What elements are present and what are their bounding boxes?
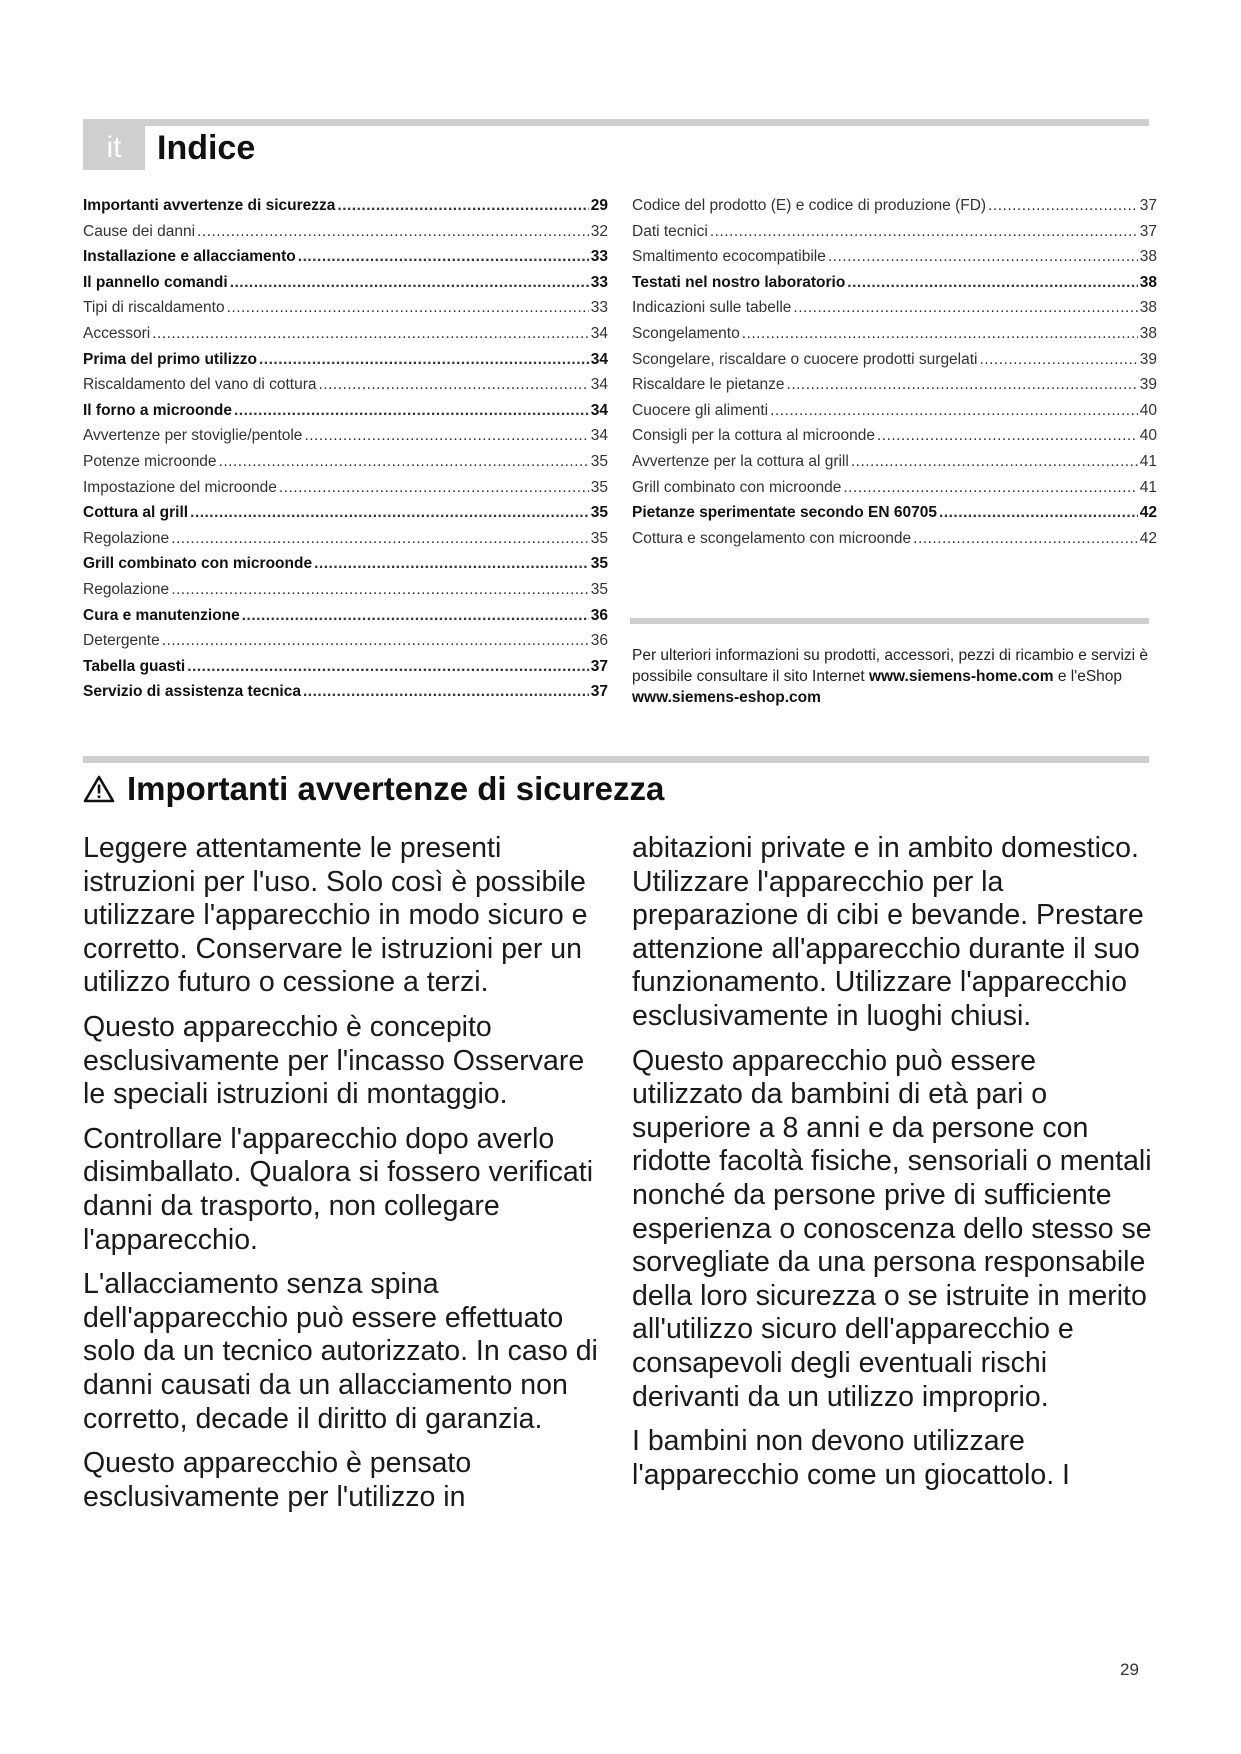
toc-entry-page: 34	[590, 427, 608, 445]
toc-leader-dots	[259, 351, 589, 369]
toc-entry-page: 34	[590, 401, 608, 419]
toc-entry[interactable]	[632, 530, 1157, 556]
toc-entry-page: 33	[590, 273, 608, 291]
toc-leader-dots	[234, 402, 589, 420]
toc-leader-dots	[851, 453, 1138, 471]
toc-entry[interactable]	[83, 248, 608, 274]
toc-entry-title: Testati nel nostro laboratorio	[632, 273, 846, 291]
toc-entry[interactable]	[83, 658, 608, 684]
toc-leader-dots	[303, 683, 589, 701]
toc-leader-dots	[742, 325, 1138, 343]
toc-entry-title: Tipi di riscaldamento	[83, 299, 225, 317]
toc-entry[interactable]	[632, 325, 1157, 351]
toc-entry-title: Smaltimento ecocompatibile	[632, 248, 826, 266]
toc-entry-title: Riscaldare le pietanze	[632, 376, 785, 394]
toc-entry[interactable]	[83, 299, 608, 325]
toc-entry-page: 41	[1139, 452, 1157, 470]
toc-leader-dots	[152, 325, 589, 343]
toc-entry-page: 35	[590, 478, 608, 496]
toc-leader-dots	[190, 504, 589, 522]
info-text: Per ulteriori informazioni su prodotti, accessori, pezzi di ricambio e servizi è possibile consultare il sito Internet	[632, 647, 1149, 685]
toc-entry[interactable]	[632, 299, 1157, 325]
toc-entry-page: 33	[590, 248, 608, 266]
toc-entry-title: Indicazioni sulle tabelle	[632, 299, 792, 317]
toc-entry[interactable]	[632, 197, 1157, 223]
safety-paragraph: Questo apparecchio può essere utilizzato da bambini di età pari o superiore a 8 anni e da persone con ridotte facoltà fisiche, sensoriali o mentali nonché da persone prive di sufficiente esperienza o conoscenza dello stesso se sorvegliate da una persona responsabile della loro sicurezza o se istruite in merito all'utilizzo sicuro dell'apparecchio e consapevoli degli eventuali rischi derivanti da un utilizzo improprio.	[632, 1044, 1152, 1413]
toc-left-column	[83, 197, 608, 709]
toc-leader-dots	[793, 299, 1137, 317]
toc-entry[interactable]	[83, 479, 608, 505]
toc-leader-dots	[187, 658, 589, 676]
toc-entry-title: Detergente	[83, 632, 160, 650]
toc-leader-dots	[939, 504, 1138, 522]
toc-entry-page: 38	[1139, 248, 1157, 266]
toc-entry-page: 40	[1139, 427, 1157, 445]
toc-right-column	[632, 197, 1157, 555]
toc-entry[interactable]	[83, 607, 608, 633]
toc-leader-dots	[913, 530, 1138, 548]
info-divider	[630, 618, 1149, 624]
siemens-eshop-link[interactable]: www.siemens-eshop.com	[632, 689, 821, 706]
toc-entry-title: Cottura al grill	[83, 504, 189, 522]
safety-paragraph: Questo apparecchio è pensato esclusivamente per l'utilizzo in	[83, 1447, 472, 1513]
toc-entry-page: 32	[590, 222, 608, 240]
toc-entry-page: 37	[1139, 222, 1157, 240]
toc-entry-title: Cottura e scongelamento con microonde	[632, 529, 912, 547]
toc-entry-title: Scongelamento	[632, 324, 740, 342]
toc-entry-title: Dati tecnici	[632, 222, 708, 240]
index-header	[83, 126, 255, 170]
toc-entry-title: Cura e manutenzione	[83, 606, 240, 624]
toc-leader-dots	[298, 248, 589, 266]
safety-paragraph: Questo apparecchio è concepito esclusivamente per l'incasso Osservare le speciali istruzioni di montaggio.	[83, 1010, 585, 1111]
toc-leader-dots	[828, 248, 1138, 266]
toc-entry[interactable]	[83, 632, 608, 658]
toc-entry-page: 38	[1139, 324, 1157, 342]
toc-entry-page: 42	[1139, 504, 1157, 522]
toc-entry-page: 29	[590, 197, 608, 214]
toc-entry[interactable]	[83, 427, 608, 453]
toc-entry-page: 37	[590, 657, 608, 675]
toc-entry[interactable]	[83, 555, 608, 581]
toc-entry-page: 41	[1139, 478, 1157, 496]
toc-entry-title: Grill combinato con microonde	[632, 478, 842, 496]
toc-entry[interactable]	[632, 376, 1157, 402]
toc-entry[interactable]	[83, 376, 608, 402]
toc-entry[interactable]	[83, 402, 608, 428]
toc-entry[interactable]	[632, 427, 1157, 453]
toc-leader-dots	[227, 299, 589, 317]
safety-paragraph: I bambini non devono utilizzare l'apparecchio come un giocattolo. I	[632, 1425, 1070, 1491]
toc-entry-title: Importanti avvertenze di sicurezza	[83, 197, 336, 214]
toc-entry-page: 38	[1139, 299, 1157, 317]
toc-entry-page: 37	[1139, 197, 1157, 214]
toc-entry[interactable]	[83, 351, 608, 377]
toc-entry-page: 40	[1139, 401, 1157, 419]
toc-leader-dots	[847, 274, 1137, 292]
toc-entry[interactable]	[83, 530, 608, 556]
toc-leader-dots	[230, 274, 589, 292]
toc-entry-page: 39	[1139, 376, 1157, 394]
top-divider	[83, 119, 1149, 126]
toc-leader-dots	[304, 427, 588, 445]
toc-entry[interactable]	[83, 683, 608, 709]
warning-triangle-icon	[83, 774, 115, 804]
toc-leader-dots	[877, 427, 1138, 445]
toc-leader-dots	[980, 351, 1138, 369]
toc-entry[interactable]	[632, 453, 1157, 479]
toc-entry[interactable]	[632, 504, 1157, 530]
language-badge: it	[83, 126, 145, 170]
toc-entry-title: Riscaldamento del vano di cottura	[83, 376, 317, 394]
toc-entry-page: 38	[1139, 273, 1157, 291]
toc-entry-page: 36	[590, 606, 608, 624]
toc-entry-page: 34	[590, 376, 608, 394]
toc-entry[interactable]	[83, 581, 608, 607]
toc-entry-page: 35	[590, 580, 608, 598]
toc-leader-dots	[319, 376, 589, 394]
toc-entry-title: Cuocere gli alimenti	[632, 401, 769, 419]
toc-entry-title: Tabella guasti	[83, 657, 186, 675]
toc-leader-dots	[843, 479, 1137, 497]
toc-leader-dots	[219, 453, 589, 471]
toc-entry-title: Avvertenze per la cottura al grill	[632, 452, 849, 470]
toc-entry-title: Il forno a microonde	[83, 401, 232, 419]
toc-leader-dots	[171, 530, 589, 548]
toc-entry-title: Cause dei danni	[83, 222, 196, 240]
toc-entry[interactable]	[83, 197, 608, 223]
index-title: Indice	[157, 128, 256, 167]
toc-entry-page: 42	[1139, 529, 1157, 547]
toc-entry-title: Avvertenze per stoviglie/pentole	[83, 427, 303, 445]
toc-entry-title: Servizio di assistenza tecnica	[83, 683, 301, 701]
safety-paragraph: abitazioni private e in ambito domestico. Utilizzare l'apparecchio per la preparazione di cibi e bevande. Prestare attenzione all'apparecchio durante il suo funzionamento. Utilizzare l'apparecchio esclusivamente in luoghi chiusi.	[632, 832, 1144, 1032]
toc-entry-title: Accessori	[83, 324, 151, 342]
toc-leader-dots	[770, 402, 1138, 420]
toc-entry-title: Scongelare, riscaldare o cuocere prodotti surgelati	[632, 350, 978, 368]
info-joiner: e l'eShop	[1057, 668, 1123, 685]
toc-entry[interactable]	[83, 223, 608, 249]
toc-entry-title: Il pannello comandi	[83, 273, 228, 291]
toc-leader-dots	[337, 197, 588, 215]
toc-leader-dots	[988, 197, 1138, 215]
toc-entry[interactable]	[83, 325, 608, 351]
safety-paragraph: Controllare l'apparecchio dopo averlo disimballato. Qualora si fossero verificati danni da trasporto, non collegare l'apparecchio.	[83, 1122, 594, 1256]
safety-paragraph: Leggere attentamente le presenti istruzioni per l'uso. Solo così è possibile utilizzare l'apparecchio in modo sicuro e corretto. Conservare le istruzioni per un utilizzo futuro o cessione a terzi.	[83, 832, 588, 999]
toc-leader-dots	[279, 479, 589, 497]
toc-entry-page: 35	[590, 529, 608, 547]
toc-leader-dots	[162, 632, 589, 650]
toc-leader-dots	[787, 376, 1138, 394]
safety-divider	[83, 756, 1149, 763]
siemens-home-link[interactable]: www.siemens-home.com	[868, 668, 1054, 685]
toc-entry[interactable]	[83, 453, 608, 479]
toc-entry-page: 34	[590, 350, 608, 368]
safety-heading	[83, 766, 664, 812]
toc-entry-title: Codice del prodotto (E) e codice di produzione (FD)	[632, 197, 987, 214]
toc-leader-dots	[710, 223, 1138, 241]
toc-entry-page: 35	[590, 555, 608, 573]
toc-entry-title: Prima del primo utilizzo	[83, 350, 257, 368]
toc-entry-title: Potenze microonde	[83, 452, 217, 470]
page-number: 29	[1120, 1660, 1139, 1679]
safety-title: Importanti avvertenze di sicurezza	[127, 770, 665, 807]
toc-entry[interactable]	[632, 223, 1157, 249]
toc-entry[interactable]	[632, 274, 1157, 300]
toc-entry-page: 35	[590, 504, 608, 522]
toc-entry-title: Regolazione	[83, 529, 170, 547]
safety-text-right	[632, 832, 1152, 1503]
toc-entry[interactable]	[632, 402, 1157, 428]
safety-paragraph: L'allacciamento senza spina dell'apparecchio può essere effettuato solo da un tecnico autorizzato. In caso di danni causati da un allacciamento non corretto, decade il diritto di garanzia.	[83, 1268, 598, 1435]
toc-entry-page: 35	[590, 452, 608, 470]
toc-leader-dots	[197, 223, 589, 241]
toc-entry[interactable]	[632, 351, 1157, 377]
toc-entry[interactable]	[83, 274, 608, 300]
toc-entry-page: 39	[1139, 350, 1157, 368]
toc-leader-dots	[314, 555, 589, 573]
toc-entry-page: 34	[590, 324, 608, 342]
toc-entry-title: Pietanze sperimentate secondo EN 60705	[632, 504, 937, 522]
toc-entry[interactable]	[632, 479, 1157, 505]
toc-entry-page: 33	[590, 299, 608, 317]
toc-entry-title: Impostazione del microonde	[83, 478, 277, 496]
info-box	[632, 645, 1152, 708]
toc-entry-title: Consigli per la cottura al microonde	[632, 427, 875, 445]
toc-entry-page: 36	[590, 632, 608, 650]
toc-entry-title: Regolazione	[83, 580, 170, 598]
safety-text-left	[83, 832, 603, 1525]
toc-entry-page: 37	[590, 683, 608, 701]
toc-leader-dots	[171, 581, 589, 599]
toc-leader-dots	[242, 607, 589, 625]
toc-entry[interactable]	[632, 248, 1157, 274]
toc-entry-title: Installazione e allacciamento	[83, 248, 296, 266]
toc-entry[interactable]	[83, 504, 608, 530]
toc-entry-title: Grill combinato con microonde	[83, 555, 313, 573]
